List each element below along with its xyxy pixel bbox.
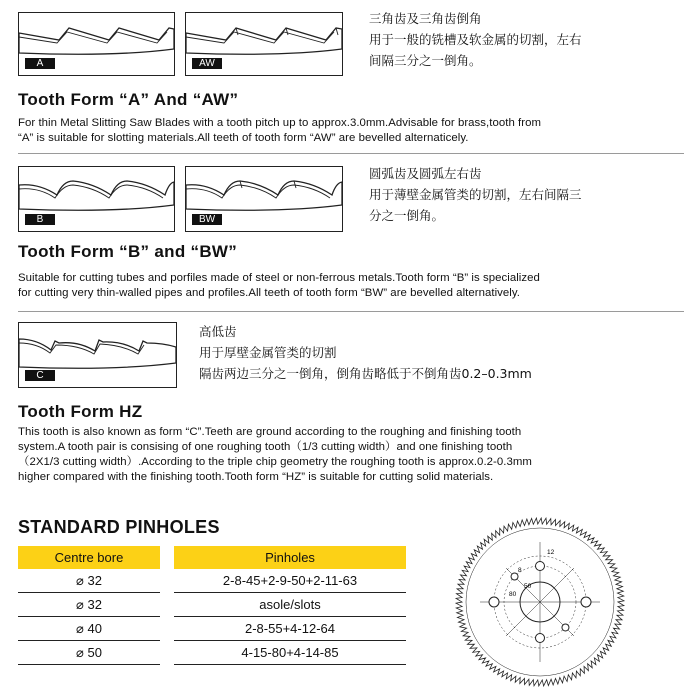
heading-tooth-form-b: Tooth Form “B” and “BW” <box>18 242 238 261</box>
cn-line: 用于薄壁金属管类的切割，左右间隔三 <box>369 187 582 202</box>
table-row <box>18 641 406 665</box>
cell-pinholes: 4-15-80+4-14-85 <box>174 641 406 665</box>
table-row <box>18 569 406 593</box>
cell-centre-bore: ⌀ 32 <box>18 593 160 617</box>
table-row <box>18 617 406 641</box>
pinhole <box>489 597 499 607</box>
cell-centre-bore: ⌀ 32 <box>18 569 160 593</box>
cn-line: 隔齿两边三分之一倒角，倒角齿略低于不倒角齿0.2–0.3mm <box>199 366 532 381</box>
cn-line: 分之一倒角。 <box>369 208 445 223</box>
tooth-tag-b: B <box>25 214 55 225</box>
desc-line: system.A tooth pair is consising of one roughing tooth（1/3 cutting width）and one finishing tooth <box>18 441 513 453</box>
cn-description-a <box>369 8 582 71</box>
table-header-row <box>18 546 406 569</box>
saw-blade-pinhole-diagram <box>450 512 630 692</box>
heading-tooth-form-a: Tooth Form “A” And “AW” <box>18 90 239 109</box>
header-centre-bore: Centre bore <box>18 546 160 569</box>
dim-label: 50 <box>524 583 532 590</box>
cell-pinholes: 2-8-55+4-12-64 <box>174 617 406 641</box>
cn-line: 间隔三分之一倒角。 <box>369 53 482 68</box>
table-row <box>18 593 406 617</box>
desc-tooth-form-b <box>18 271 540 301</box>
pinholes-table <box>18 546 406 665</box>
cn-line: 用于一般的铣槽及软金属的切割，左右 <box>369 32 582 47</box>
desc-line: higher compared with the finishing tooth.Tooth form “HZ” is suitable for cutting solid materials. <box>18 471 494 483</box>
tooth-tag-aw: AW <box>192 58 222 69</box>
tooth-form-a-illustration <box>18 12 175 76</box>
tooth-form-aw-illustration <box>185 12 343 76</box>
header-pinholes: Pinholes <box>174 546 406 569</box>
dim-label: 8 <box>518 567 522 574</box>
tooth-tag-bw: BW <box>192 214 222 225</box>
dim-label: 80 <box>509 591 517 598</box>
desc-line: Suitable for cutting tubes and porfiles made of steel or non-ferrous metals.Tooth form “B” is specialized <box>18 272 540 284</box>
cell-pinholes: asole/slots <box>174 593 406 617</box>
desc-line: This tooth is also known as form “C”.Teeth are ground according to the roughing and finishing tooth <box>18 426 522 438</box>
pinhole <box>511 573 518 580</box>
dim-label: 12 <box>547 549 555 556</box>
desc-line: for cutting very thin-walled pipes and profiles.All teeth of tooth form “BW” are bevelled alternatively. <box>18 287 520 299</box>
tooth-form-b-illustration <box>18 166 175 232</box>
pinholes-title: STANDARD PINHOLES <box>18 517 220 537</box>
desc-line: （2X1/3 cutting width）.According to the triple chip geometry the roughing tooth is approx.0.2-0.3mm <box>18 456 532 468</box>
tooth-tag-a: A <box>25 58 55 69</box>
tooth-form-bw-illustration <box>185 166 343 232</box>
pinhole <box>562 624 569 631</box>
cell-pinholes: 2-8-45+2-9-50+2-11-63 <box>174 569 406 593</box>
desc-line: For thin Metal Slitting Saw Blades with a tooth pitch up to approx.3.0mm.Advisable for brass,tooth from <box>18 117 542 129</box>
cell-centre-bore: ⌀ 50 <box>18 641 160 665</box>
desc-tooth-form-a <box>18 116 541 146</box>
divider <box>18 153 684 154</box>
cn-description-b <box>369 163 582 226</box>
cn-line: 圆弧齿及圆弧左右齿 <box>369 166 482 181</box>
divider <box>18 311 684 312</box>
heading-tooth-form-hz: Tooth Form HZ <box>18 402 143 421</box>
cn-line: 用于厚壁金属管类的切割 <box>199 345 337 360</box>
cn-line: 高低齿 <box>199 324 237 339</box>
desc-line: “A” is suitable for slotting materials.All teeth of tooth form “AW” are bevelled alternaticely. <box>18 132 469 144</box>
cn-description-c <box>199 321 532 384</box>
cn-line: 三角齿及三角齿倒角 <box>369 11 482 26</box>
cell-centre-bore: ⌀ 40 <box>18 617 160 641</box>
desc-tooth-form-hz <box>18 425 532 485</box>
pinhole <box>536 634 545 643</box>
pinhole <box>536 562 545 571</box>
tooth-tag-c: C <box>25 370 55 381</box>
pinhole <box>581 597 591 607</box>
tooth-form-c-illustration <box>18 322 177 388</box>
